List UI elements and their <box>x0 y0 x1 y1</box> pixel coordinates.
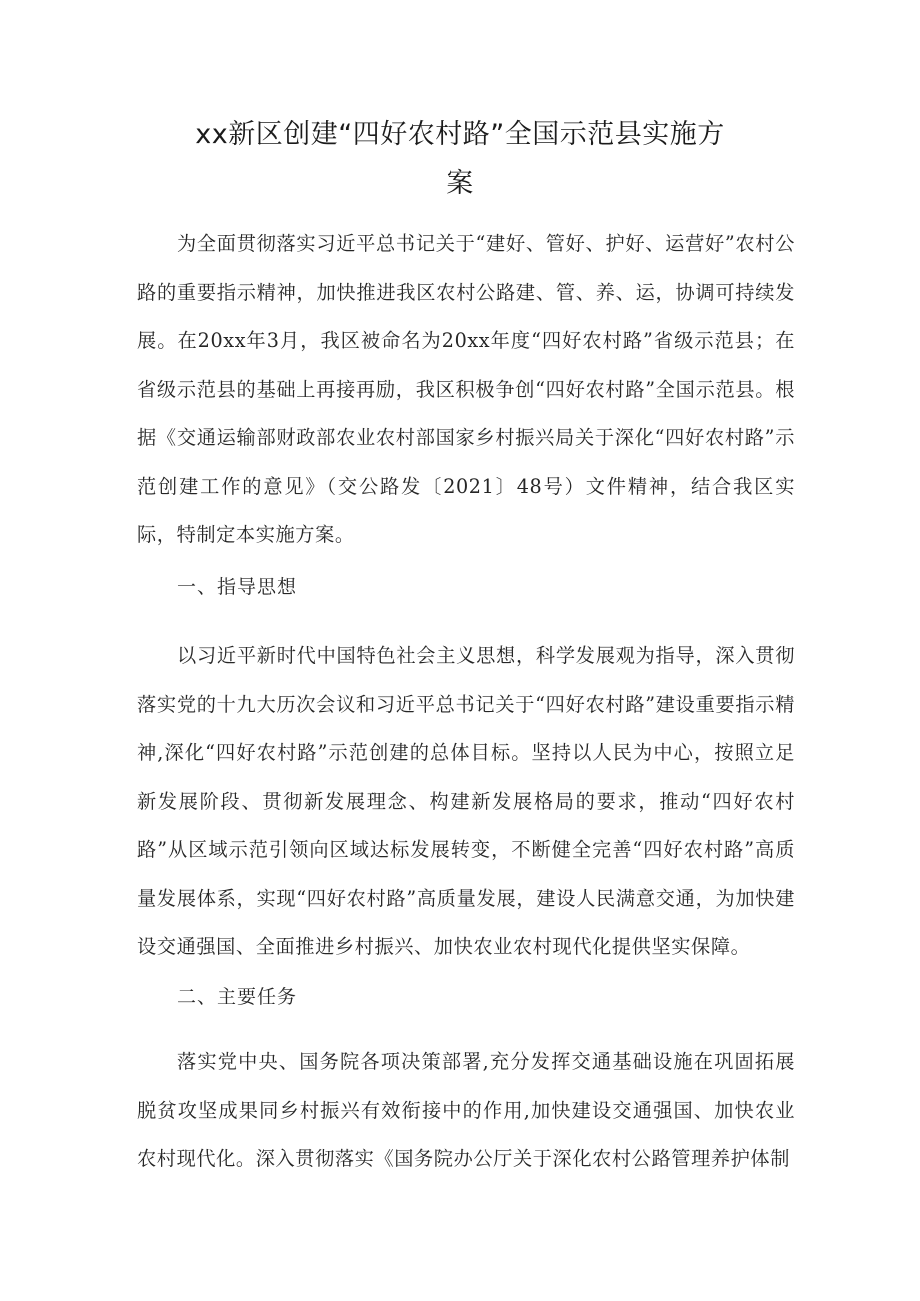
section-paragraph-main-tasks: 落实党中央、国务院各项决策部署,充分发挥交通基础设施在巩固拓展脱贫攻坚成果同乡村振兴有效衔接中的作用,加快建设交通强国、加快农业农村现代化。深入贯彻落实《国务院办公厅关于深化农村公路管理养护体制 <box>137 1050 795 1170</box>
section-heading-main-tasks: 二、主要任务 <box>177 986 298 1008</box>
document-title-line-2: 案 <box>446 168 474 199</box>
document-title-line-1: xx新区创建“四好农村路”全国示范县实施方 <box>195 119 725 150</box>
section-paragraph-guiding-ideology: 以习近平新时代中国特色社会主义思想，科学发展观为指导，深入贯彻落实党的十九大历次会议和习近平总书记关于“四好农村路”建设重要指示精神,深化“四好农村路”示范创建的总体目标。坚持以人民为中心，按照立足新发展阶段、贯彻新发展理念、构建新发展格局的要求，推动“四好农村路”从区域示范引领向区域达标发展转变，不断健全完善“四好农村路”高质量发展体系，实现“四好农村路”高质量发展，建设人民满意交通，为加快建设交通强国、全面推进乡村振兴、加快农业农村现代化提供坚实保障。 <box>137 644 795 958</box>
intro-paragraph: 为全面贯彻落实习近平总书记关于“建好、管好、护好、运营好”农村公路的重要指示精神，加快推进我区农村公路建、管、养、运，协调可持续发展。在20xx年3月，我区被命名为20xx年度“四好农村路”省级示范县；在省级示范县的基础上再接再励，我区积极争创“四好农村路”全国示范县。根据《交通运输部财政部农业农村部国家乡村振兴局关于深化“四好农村路”示范创建工作的意见》（交公路发〔2021〕48号）文件精神，结合我区实际，特制定本实施方案。 <box>137 232 795 546</box>
section-heading-guiding-ideology: 一、指导思想 <box>177 576 298 598</box>
